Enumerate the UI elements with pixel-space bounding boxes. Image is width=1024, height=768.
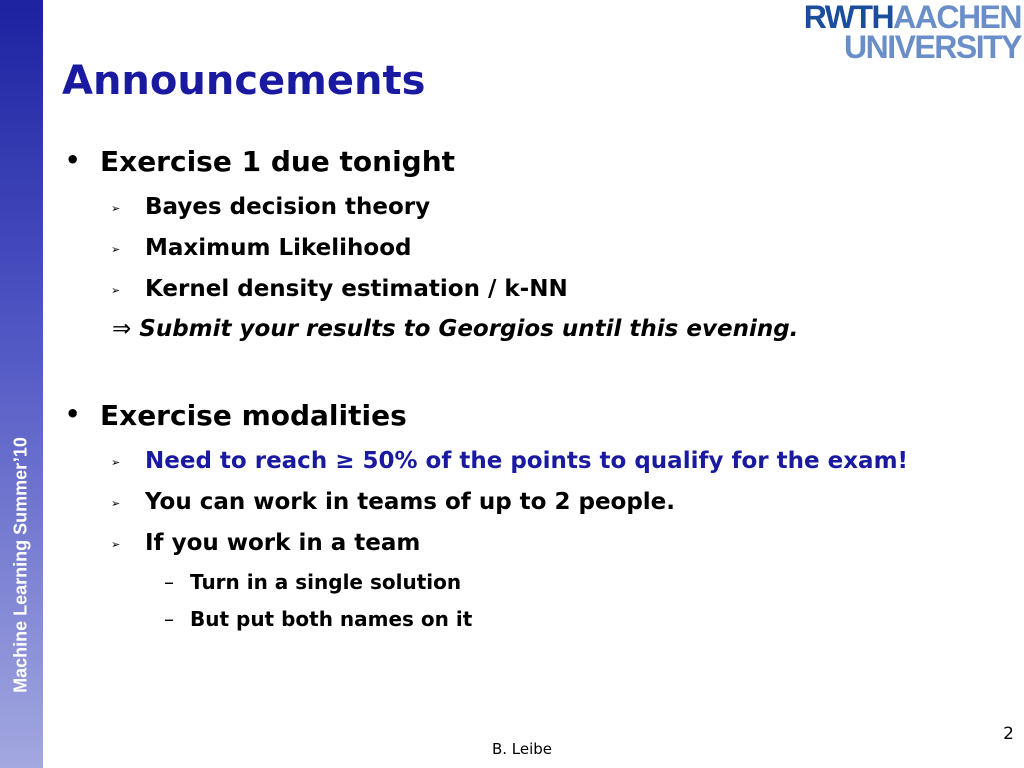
arrow-bullet-icon: ➢ <box>111 497 121 510</box>
footer-author: B. Leibe <box>491 740 553 758</box>
slide-title: Announcements <box>62 58 426 104</box>
logo-university: UNIVERSITY <box>843 29 1021 65</box>
bullet-dot: • <box>65 400 81 428</box>
arrow-bullet-icon: ➢ <box>111 243 121 256</box>
dash-bullet: – <box>164 570 174 594</box>
bullet-dot: • <box>65 146 81 174</box>
sub-list-item-text: Turn in a single solution <box>190 570 462 594</box>
sidebar-course-label: Machine Learning Summer’10 <box>10 437 31 693</box>
bullet-text: Exercise modalities <box>100 399 407 432</box>
logo-rwth: RWTH <box>803 0 894 35</box>
submit-note-text: Submit your results to Georgios until this evening. <box>139 316 799 342</box>
arrow-bullet-icon: ➢ <box>111 538 121 551</box>
list-item-text: You can work in teams of up to 2 people. <box>145 489 676 515</box>
list-item-text: Kernel density estimation / k-NN <box>145 276 568 302</box>
list-item-text-highlight: Need to reach ≥ 50% of the points to qualify for the exam! <box>145 448 909 474</box>
university-logo <box>803 0 1021 65</box>
bullet-text: Exercise 1 due tonight <box>100 145 456 178</box>
implies-icon: ⇒ <box>112 316 132 342</box>
arrow-bullet-icon: ➢ <box>111 202 121 215</box>
arrow-bullet-icon: ➢ <box>111 284 121 297</box>
sub-list-item-text: But put both names on it <box>190 607 473 631</box>
logo-aachen: AACHEN <box>893 0 1021 35</box>
list-item-text: Maximum Likelihood <box>145 235 412 261</box>
arrow-bullet-icon: ➢ <box>111 456 121 469</box>
submit-note <box>112 316 798 342</box>
list-item-text: Bayes decision theory <box>145 194 431 220</box>
sidebar-band <box>0 0 43 768</box>
page-number: 2 <box>1003 724 1014 744</box>
dash-bullet: – <box>164 607 174 631</box>
list-item-text: If you work in a team <box>145 530 421 556</box>
